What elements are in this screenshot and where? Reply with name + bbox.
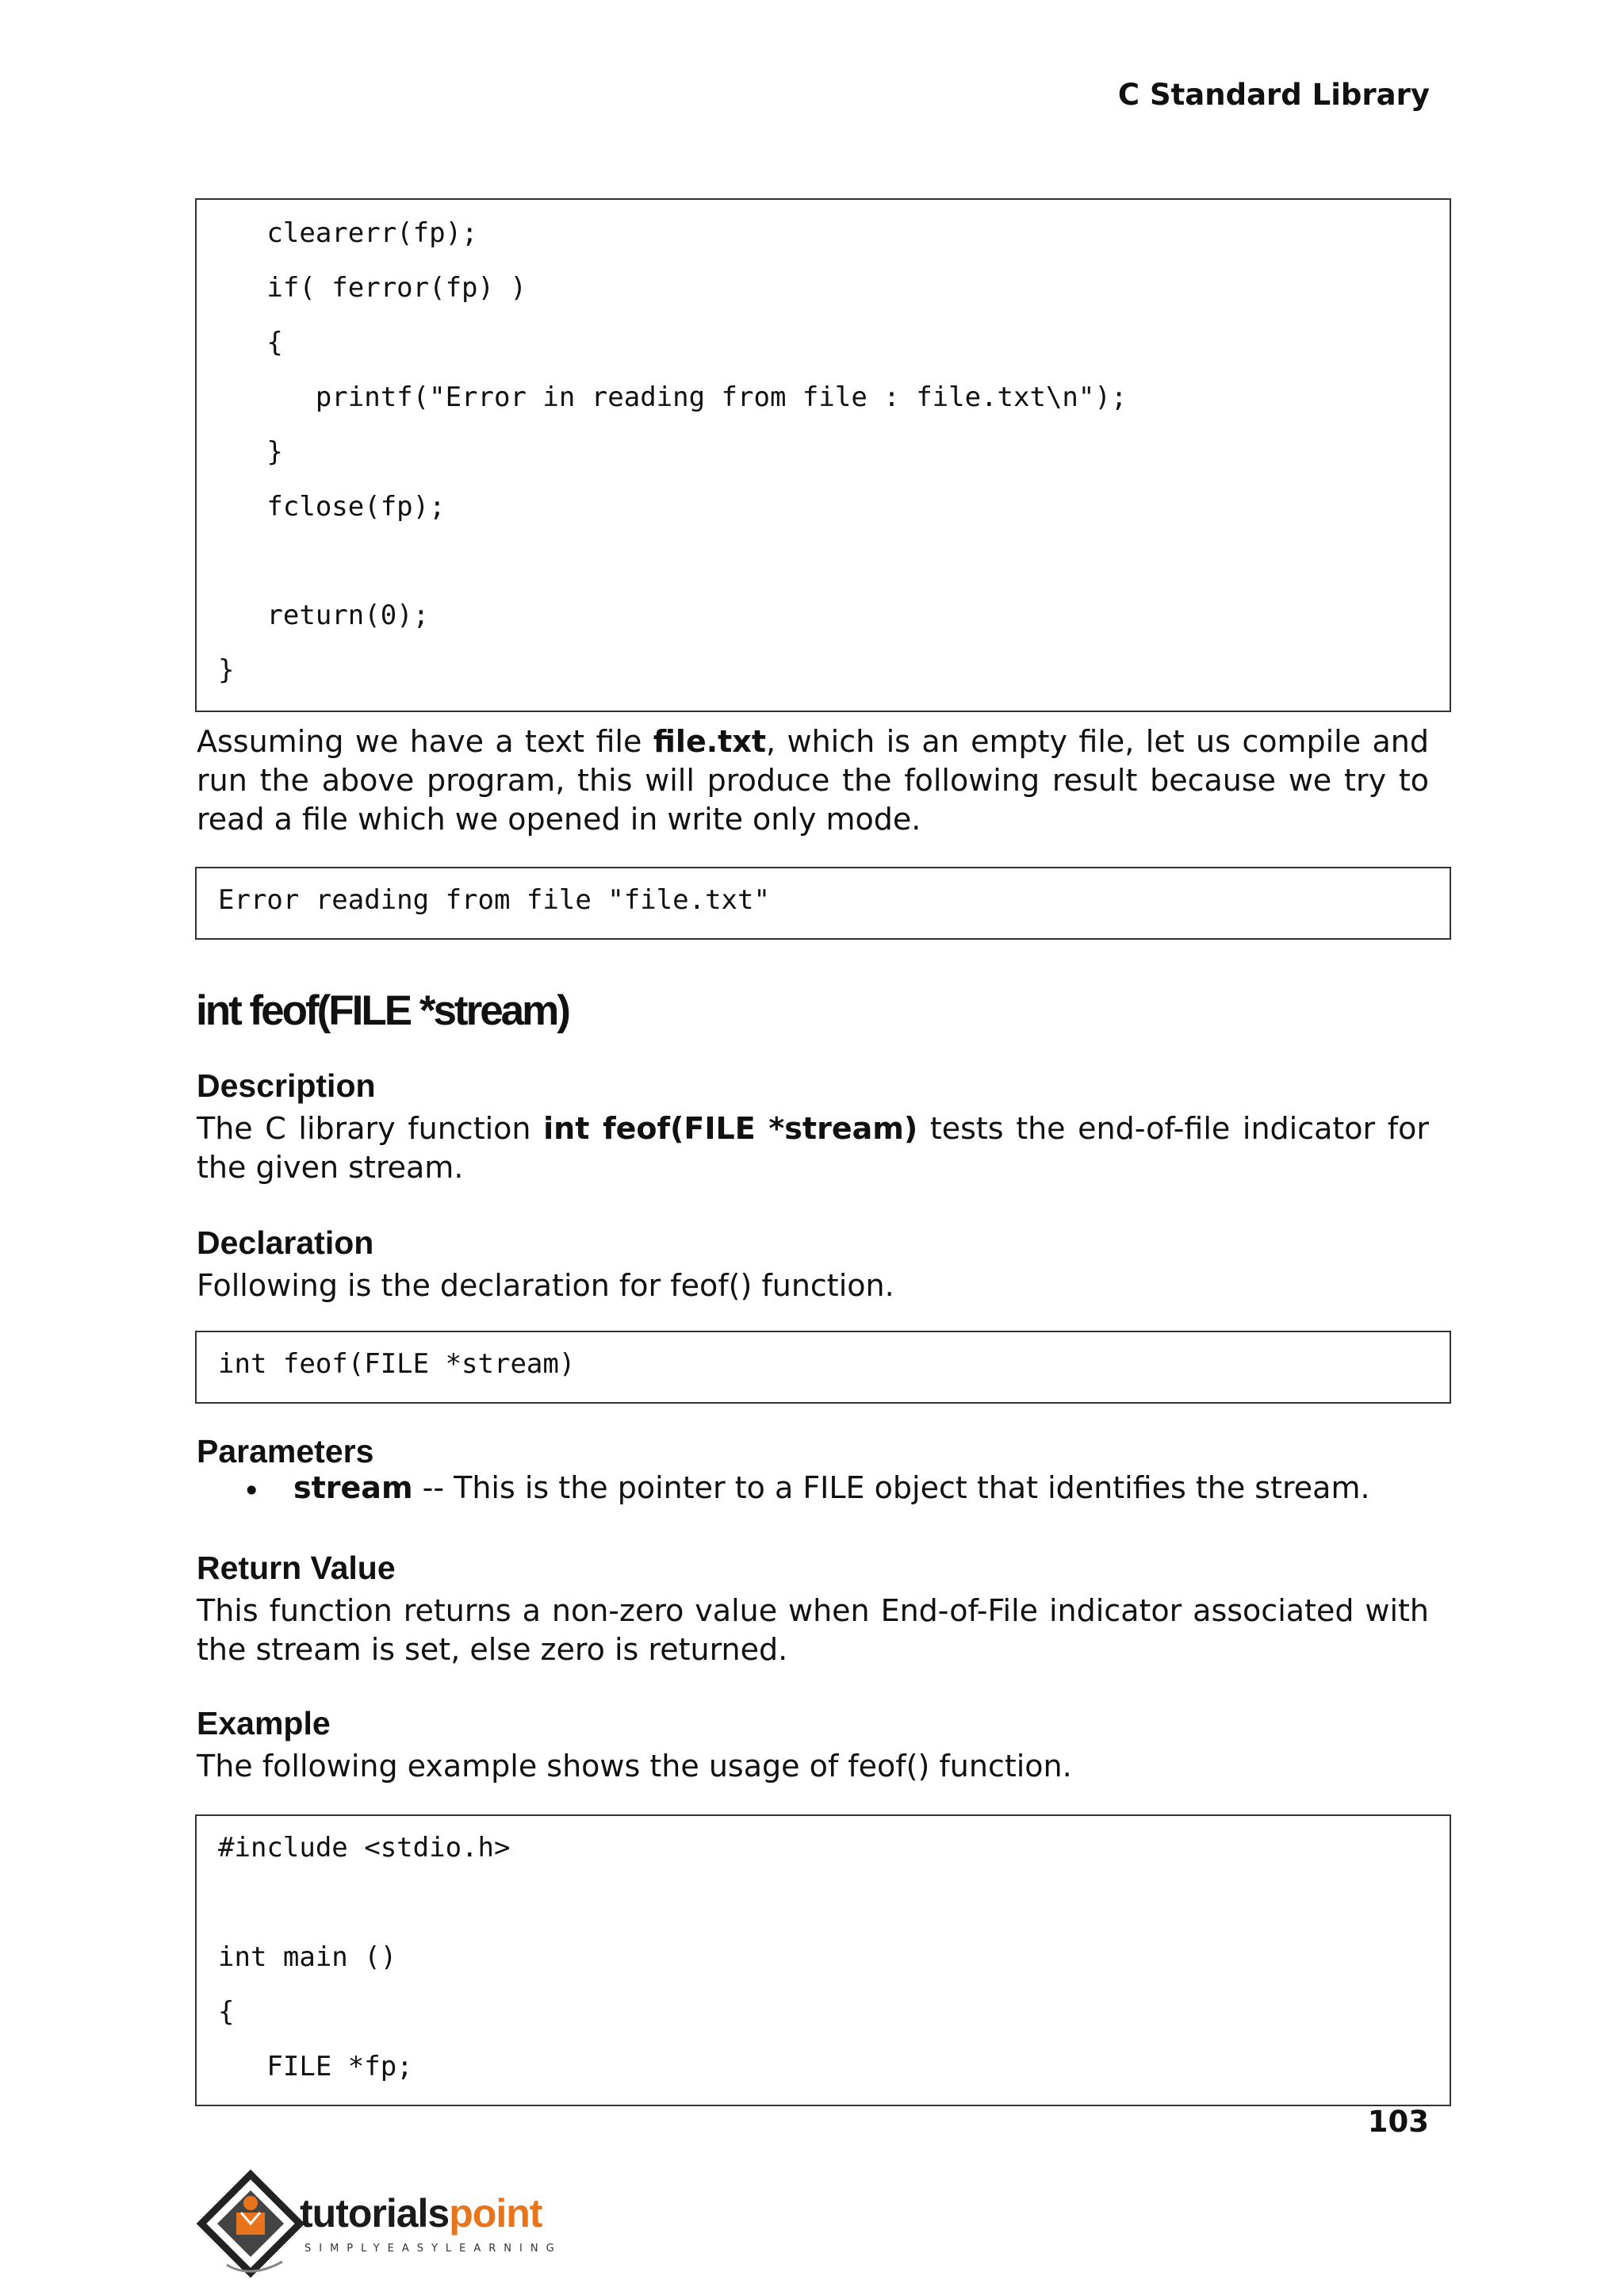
code-line: int main () xyxy=(218,1941,397,1973)
description-text: The C library function int feof(FILE *stream) tests the end-of-file indicator for the given stream. xyxy=(197,1111,1430,1185)
code-line: { xyxy=(218,327,283,358)
section-title: int feof(FILE *stream) xyxy=(196,987,569,1034)
code-line: } xyxy=(218,654,235,686)
description-heading: Description xyxy=(197,1067,376,1104)
declaration-code-line: int feof(FILE *stream) xyxy=(218,1348,576,1380)
declaration-heading: Declaration xyxy=(197,1224,374,1261)
code-line: return(0); xyxy=(218,600,430,631)
code-line: printf("Error in reading from file : file.txt\n"); xyxy=(218,381,1128,413)
code-line: { xyxy=(218,1996,235,2028)
code-line: FILE *fp; xyxy=(218,2051,413,2082)
page-header-title: C Standard Library xyxy=(1117,78,1430,112)
bullet-icon: • xyxy=(243,1473,261,1508)
page-number: 103 xyxy=(1367,2105,1429,2139)
example-text: The following example shows the usage of feof() function. xyxy=(197,1749,1072,1784)
code-line: } xyxy=(218,436,283,468)
code-line: #include <stdio.h> xyxy=(218,1832,511,1864)
output-block xyxy=(195,867,1451,940)
logo-wordmark: tutorialspoint xyxy=(300,2191,542,2236)
example-heading: Example xyxy=(197,1705,331,1741)
logo-tagline: SIMPLYEASYLEARNING xyxy=(304,2243,562,2255)
function-signature-bold: int feof(FILE *stream) xyxy=(543,1111,918,1146)
example-code-block xyxy=(195,1814,1451,2106)
tutorialspoint-logo xyxy=(195,2168,568,2279)
declaration-code-block xyxy=(195,1331,1451,1404)
parameter-name: stream xyxy=(293,1470,413,1505)
code-line: if( ferror(fp) ) xyxy=(218,272,527,304)
return-value-text: This function returns a non-zero value when End-of-File indicator associated with the stream is set, else zero is returned. xyxy=(197,1593,1429,1667)
return-value-heading: Return Value xyxy=(197,1550,396,1586)
code-block-continuation xyxy=(195,198,1451,712)
output-line: Error reading from file "file.txt" xyxy=(218,884,770,916)
code-line: clearerr(fp); xyxy=(218,217,478,249)
parameters-heading: Parameters xyxy=(197,1433,374,1469)
declaration-text: Following is the declaration for feof() function. xyxy=(197,1268,894,1303)
code-line: fclose(fp); xyxy=(218,491,446,523)
filename-bold: file.txt xyxy=(653,724,766,759)
logo-diamond-icon xyxy=(195,2168,306,2279)
result-paragraph: Assuming we have a text file file.txt, which is an empty file, let us compile and run the above program, this will produce the following result because we try to read a file which we opened in write only mode. xyxy=(197,724,1429,837)
parameter-desc: -- This is the pointer to a FILE object that identifies the stream. xyxy=(412,1470,1370,1505)
